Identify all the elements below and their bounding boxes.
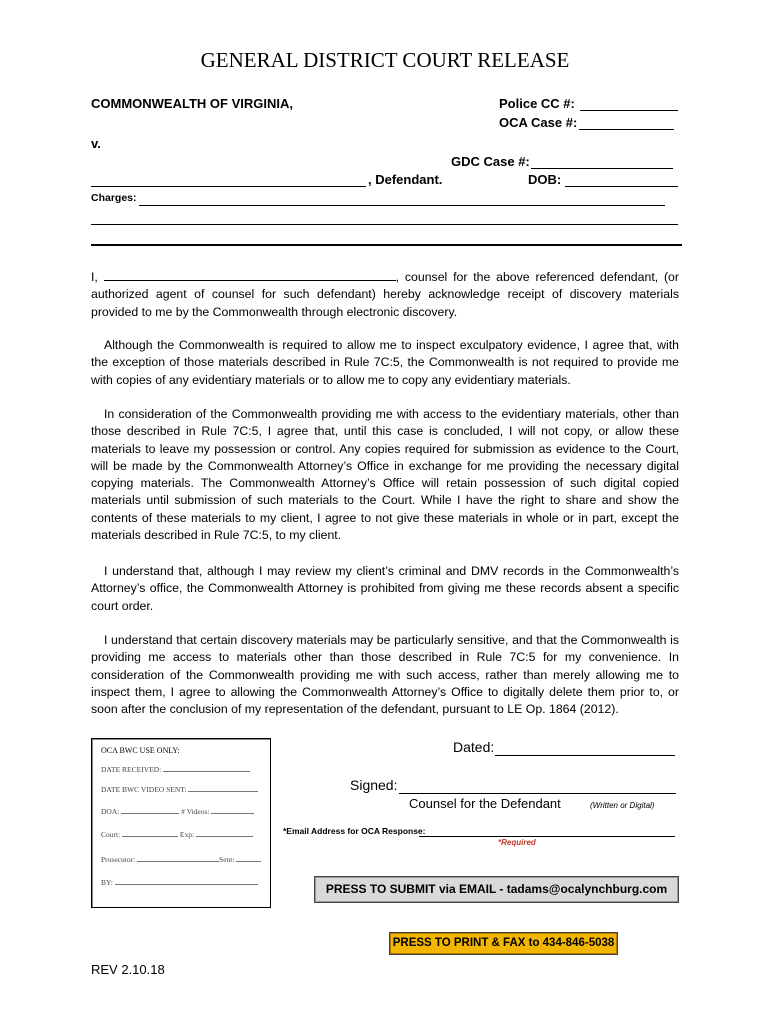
email-field[interactable] [419, 836, 675, 837]
date-received-label: DATE RECEIVED: [101, 765, 162, 774]
exp-label: Exp: [179, 830, 195, 839]
sent-field[interactable] [236, 853, 261, 862]
header-divider [91, 244, 682, 246]
paragraph-exculpatory [91, 337, 679, 389]
date-sent-label: DATE BWC VIDEO SENT: [101, 785, 187, 794]
paragraph-records [91, 563, 679, 615]
exp-field[interactable] [196, 828, 253, 837]
versus-label: v. [91, 136, 101, 151]
dob-label: DOB: [528, 172, 562, 187]
court-label: Court: [101, 830, 121, 839]
by-field[interactable] [115, 876, 258, 885]
p5-text: I understand that certain discovery materials may be particularly sensitive, and that the Commonwealth is providing me access to materials other than those described in Rule 7C:5 for my convenience. In consideration of the Commonwealth providing me with such access, rather than merely allowing me to inspect them, I agree to allowing the Commonwealth Attorney’s Office to digitally delete them prior to, or soon after the conclusion of my representation of the defendant, pursuant to LE Op. 1864 (2012). [91, 633, 679, 717]
plaintiff-name: COMMONWEALTH OF VIRGINIA, [91, 96, 293, 111]
charges-field-2[interactable] [91, 224, 678, 225]
signed-label: Signed: [350, 777, 398, 793]
videos-field[interactable] [211, 805, 254, 814]
defendant-name-field[interactable] [91, 186, 366, 187]
p4-text: I understand that, although I may review my client’s criminal and DMV records in the Commonwealth’s Attorney’s office, the Commonwealth Attorney is prohibited from giving me these records absent a specific court order. [91, 564, 679, 613]
prosecutor-label: Prosecutor: [101, 855, 136, 864]
doa-label: DOA: [101, 807, 120, 816]
revision-label: REV 2.10.18 [91, 962, 165, 977]
sent-label: Sent: [219, 855, 235, 864]
print-fax-button[interactable]: PRESS TO PRINT & FAX to 434-846-5038 [389, 932, 618, 955]
gdc-case-label: GDC Case #: [451, 154, 530, 169]
p1-prefix: I, [91, 270, 98, 284]
oca-case-label: OCA Case #: [499, 115, 578, 130]
written-digital-note: (Written or Digital) [590, 801, 655, 810]
counsel-name-field[interactable] [104, 268, 396, 281]
police-cc-label: Police CC #: [499, 96, 575, 111]
prosecutor-field[interactable] [137, 853, 219, 862]
counsel-label: Counsel for the Defendant [409, 796, 561, 811]
defendant-label: , Defendant. [368, 172, 443, 187]
by-label: BY: [101, 878, 113, 887]
videos-label: # Videos: [181, 807, 210, 816]
paragraph-acknowledgement [91, 268, 679, 321]
submit-email-button[interactable]: PRESS TO SUBMIT via EMAIL - tadams@ocalynchburg.com [314, 876, 679, 903]
date-sent-field[interactable] [188, 783, 258, 792]
doa-field[interactable] [121, 805, 179, 814]
p3-text: In consideration of the Commonwealth providing me with access to the evidentiary materials, other than those described in Rule 7C:5, I agree that, until this case is concluded, I will not copy, or allow these materials to leave my possession or control. Any copies required for submission as evidence to the Court, will be made by the Commonwealth Attorney’s Office in exchange for me providing the necessary digital copying materials. The Commonwealth Attorney’s Office will retain possession of such digital copied materials until submission of such materials to the Court. While I have the right to share and show the contents of these materials to my client, I agree to not give these materials in whole or in part, except the materials described in Rule 7C:5, to my client. [91, 407, 679, 543]
police-cc-field[interactable] [580, 110, 678, 111]
oca-case-field[interactable] [579, 129, 674, 130]
oca-bwc-box [91, 738, 271, 908]
email-label: *Email Address for OCA Response: [283, 826, 426, 836]
form-title: GENERAL DISTRICT COURT RELEASE [200, 48, 570, 72]
dated-label: Dated: [453, 739, 495, 755]
oca-box-title: OCA BWC USE ONLY: [101, 746, 180, 755]
court-field[interactable] [122, 828, 178, 837]
signature-field[interactable] [399, 793, 676, 794]
gdc-case-field[interactable] [531, 168, 673, 169]
dob-field[interactable] [565, 186, 678, 187]
p1-text: , counsel for the above referenced defendant, (or authorized agent of counsel for such defendant) hereby acknowledge receipt of discovery materials provided to me by the Commonwealth through electronic discovery. [91, 270, 679, 319]
p2-text: Although the Commonwealth is required to allow me to inspect exculpatory evidence, I agree that, with the exception of those materials described in Rule 7C:5, the Commonwealth is not required to provide me with copies of any evidentiary materials or to allow me to copy any evidentiary materials. [91, 338, 679, 387]
dated-field[interactable] [495, 755, 675, 756]
date-received-field[interactable] [163, 763, 250, 772]
required-note: *Required [498, 838, 536, 847]
paragraph-consideration [91, 406, 679, 544]
charges-field-1[interactable] [139, 205, 665, 206]
paragraph-sensitive [91, 632, 679, 718]
charges-label: Charges: [91, 192, 137, 204]
